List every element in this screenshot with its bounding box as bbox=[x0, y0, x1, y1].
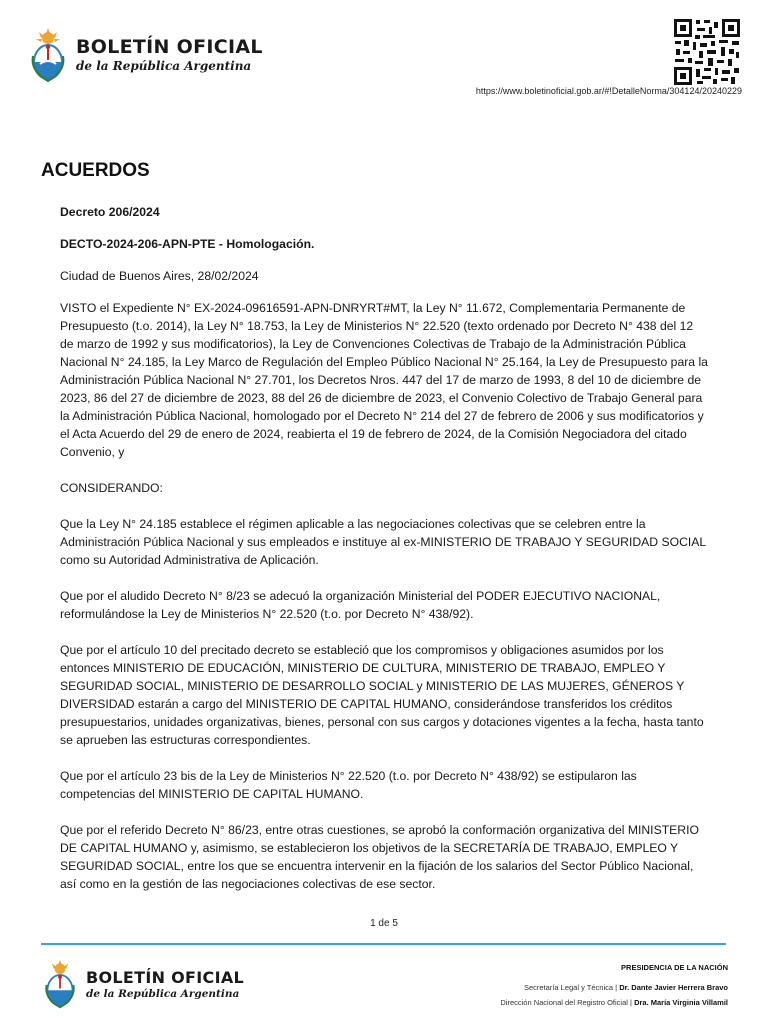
decree-number: Decreto 206/2024 bbox=[60, 205, 160, 219]
paragraph: Que la Ley N° 24.185 establece el régimen aplicable a las negociaciones colectivas que se celebren entre la Administración Pública Nacional y sus empleados e instituye al ex-MINISTERIO DE TRABAJO Y SEGURIDAD SOCIAL como su Autoridad Administrativa de Aplicación. bbox=[60, 517, 706, 567]
presidency-label: PRESIDENCIA DE LA NACIÓN bbox=[621, 963, 728, 972]
footer-credits: PRESIDENCIA DE LA NACIÓN Secretaría Legal y Técnica | Dr. Dante Javier Herrera Bravo Dirección Nacional del Registro Oficial | Dra. María Virginia Villamil bbox=[500, 963, 728, 1007]
paragraph-considerando: CONSIDERANDO: bbox=[60, 481, 163, 495]
footer-org: Dirección Nacional del Registro Oficial bbox=[500, 998, 628, 1007]
paragraph: Que por el aludido Decreto N° 8/23 se adecuó la organización Ministerial del PODER EJECUTIVO NACIONAL, reformulándose la Ley de Ministerios N° 22.520 (t.o. por Decreto N° 438/92). bbox=[60, 589, 661, 621]
footer-person: Dra. María Virginia Villamil bbox=[634, 998, 728, 1007]
footer-org: Secretaría Legal y Técnica bbox=[523, 983, 614, 992]
footer-logo bbox=[42, 958, 244, 1010]
page-number: 1 de 5 bbox=[370, 918, 398, 929]
header-logo bbox=[28, 26, 263, 84]
coat-of-arms-icon bbox=[42, 958, 78, 1010]
paragraph-visto: VISTO el Expediente N° EX-2024-09616591-APN-DNRYRT#MT, la Ley N° 11.672, Complementaria Permanente de Presupuesto (t.o. 2014), la Ley N° 18.753, la Ley de Ministerios N° 22.520 (texto ordenado por Decreto N° 438 del 12 de marzo de 1992 y sus modificatorios), la Ley de Convenciones Colectivas de Trabajo de la Administración Pública Nacional N° 24.185, la Ley Marco de Regulación del Empleo Público Nacional N° 25.164, la Ley de Presupuesto para la Administración Pública Nacional N° 27.701, los Decretos Nros. 447 del 17 de marzo de 1993, 8 del 10 de diciembre de 2023, 86 del 27 de diciembre de 2023, 88 del 26 de diciembre de 2023, el Convenio Colectivo de Trabajo General para la Administración Pública Nacional, homologado por el Decreto N° 214 del 27 de febrero de 2006 y sus modificatorios y el Acta Acuerdo del 29 de enero de 2024, reabierta el 19 de febrero de 2024, de la Comisión Negociadora del citado Convenio, y bbox=[60, 301, 708, 459]
footer-divider bbox=[41, 943, 726, 945]
document-body bbox=[60, 203, 710, 893]
footer-brand-subtitle: de la República Argentina bbox=[86, 987, 240, 1000]
document-url[interactable]: https://www.boletinoficial.gob.ar/#!DetalleNorma/304124/20240229 bbox=[475, 86, 742, 96]
paragraph: Que por el referido Decreto N° 86/23, entre otras cuestiones, se aprobó la conformación organizativa del MINISTERIO DE CAPITAL HUMANO y, asimismo, se establecieron los objetivos de la SECRETARÍA DE TRABAJO, EMPLEO Y SEGURIDAD SOCIAL, entre los que se encuentra intervenir en la fijación de los salarios del Sector Público Nacional, así como en la gestión de las negociaciones colectivas de ese sector. bbox=[60, 823, 699, 891]
paragraph: Que por el artículo 10 del precitado decreto se estableció que los compromisos y obligaciones asumidos por los entonces MINISTERIO DE EDUCACIÓN, MINISTERIO DE CULTURA, MINISTERIO DE TRABAJO, EMPLEO Y SEGURIDAD SOCIAL, MINISTERIO DE DESARROLLO SOCIAL y MINISTERIO DE LAS MUJERES, GÉNEROS Y DIVERSIDAD estarán a cargo del MINISTERIO DE CAPITAL HUMANO, considerándose transferidos los créditos presupuestarios, unidades organizativas, bienes, personal con sus cargos y dotaciones vigentes a la fecha, hasta tanto se aprueben las estructuras correspondientes. bbox=[60, 643, 704, 747]
footer-person: Dr. Dante Javier Herrera Bravo bbox=[619, 983, 728, 992]
section-title: ACUERDOS bbox=[41, 160, 150, 181]
paragraph: Que por el artículo 23 bis de la Ley de Ministerios N° 22.520 (t.o. por Decreto N° 438/92) se estipularon las competencias del MINISTERIO DE CAPITAL HUMANO. bbox=[60, 769, 637, 801]
place-date: Ciudad de Buenos Aires, 28/02/2024 bbox=[60, 269, 259, 283]
brand-subtitle: de la República Argentina bbox=[76, 59, 252, 73]
footer-brand-title: BOLETÍN OFICIAL bbox=[86, 967, 245, 987]
qr-code-icon[interactable] bbox=[673, 18, 741, 86]
decree-code: DECTO-2024-206-APN-PTE - Homologación. bbox=[60, 237, 315, 251]
brand-title: BOLETÍN OFICIAL bbox=[76, 36, 263, 58]
coat-of-arms-icon bbox=[28, 26, 68, 84]
